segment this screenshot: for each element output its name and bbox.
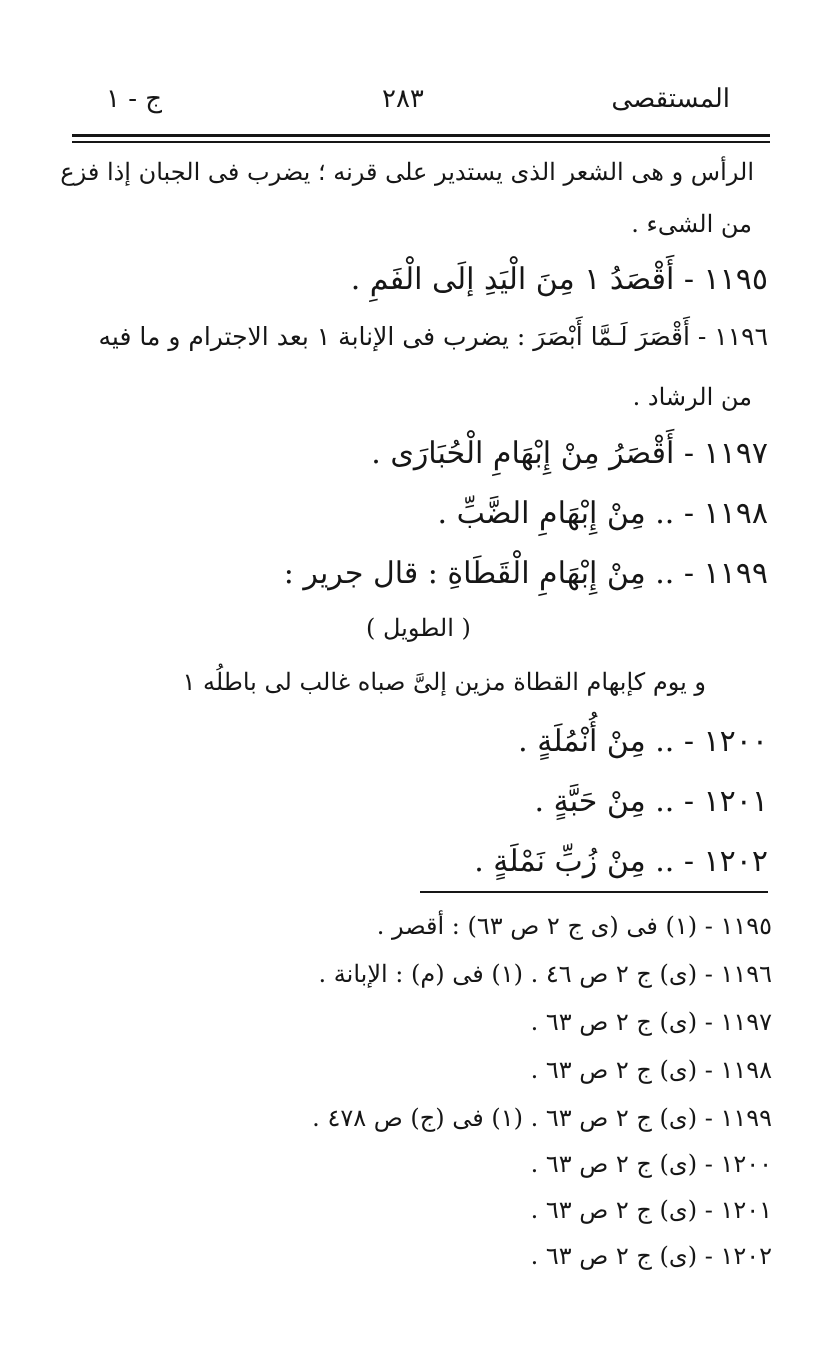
text-line: من الرشاد . (632, 383, 752, 411)
footnote: ١٢٠٠ - (ى) ج ٢ ص ٦٣ . (530, 1150, 772, 1178)
page-number: ٢٨٣ (382, 84, 424, 114)
footnote-rule (420, 891, 768, 893)
header-rule-thick (72, 134, 770, 137)
proverb-entry: ١١٩٥ - أَقْصَدُ ١ مِنَ الْيَدِ إلَى الْفَمِ . (350, 262, 768, 297)
footnote: ١١٩٩ - (ى) ج ٢ ص ٦٣ . (١) فى (ج) ص ٤٧٨ . (312, 1104, 772, 1132)
proverb-entry: ١١٩٧ - أَقْصَرُ مِنْ إِبْهَامِ الْحُبَارَى . (371, 436, 768, 471)
footnote: ١١٩٥ - (١) فى (ى ج ٢ ص ٦٣) : أقصر . (376, 912, 772, 940)
proverb-entry: ١١٩٨ - .. مِنْ إِبْهَامِ الضَّبِّ . (437, 496, 768, 531)
poetic-meter: ( الطويل ) (366, 614, 471, 642)
proverb-entry: ١٢٠٠ - .. مِنْ أُنْمُلَةٍ . (518, 724, 768, 759)
proverb-entry: ١٢٠٢ - .. مِنْ زُبِّ نَمْلَةٍ . (474, 844, 768, 879)
footnote: ١٢٠٢ - (ى) ج ٢ ص ٦٣ . (530, 1242, 772, 1270)
running-title: المستقصى (611, 84, 730, 114)
proverb-entry: ١١٩٩ - .. مِنْ إِبْهَامِ الْقَطَاةِ : قال جرير : (283, 556, 768, 591)
footnote: ١١٩٦ - (ى) ج ٢ ص ٤٦ . (١) فى (م) : الإبانة . (318, 960, 772, 988)
verse-line: و يوم كإبهام القطاة مزين إلىَّ صباه غالب لى باطلُه ١ (182, 668, 706, 696)
footnote: ١٢٠١ - (ى) ج ٢ ص ٦٣ . (530, 1196, 772, 1224)
proverb-entry: ١٢٠١ - .. مِنْ حَبَّةٍ . (534, 784, 768, 819)
volume-label: ج - ١ (106, 84, 163, 114)
proverb-entry: ١١٩٦ - أَقْصَرَ لَـمَّا أَبْصَرَ : يضرب فى الإنابة ١ بعد الاجترام و ما فيه (98, 322, 768, 351)
footnote: ١١٩٧ - (ى) ج ٢ ص ٦٣ . (530, 1008, 772, 1036)
footnote: ١١٩٨ - (ى) ج ٢ ص ٦٣ . (530, 1056, 772, 1084)
header-rule-thin (72, 141, 770, 143)
text-line: من الشىء . (631, 210, 752, 238)
text-line: الرأس و هى الشعر الذى يستدير على قرنه ؛ يضرب فى الجبان إذا فزع (60, 158, 754, 186)
